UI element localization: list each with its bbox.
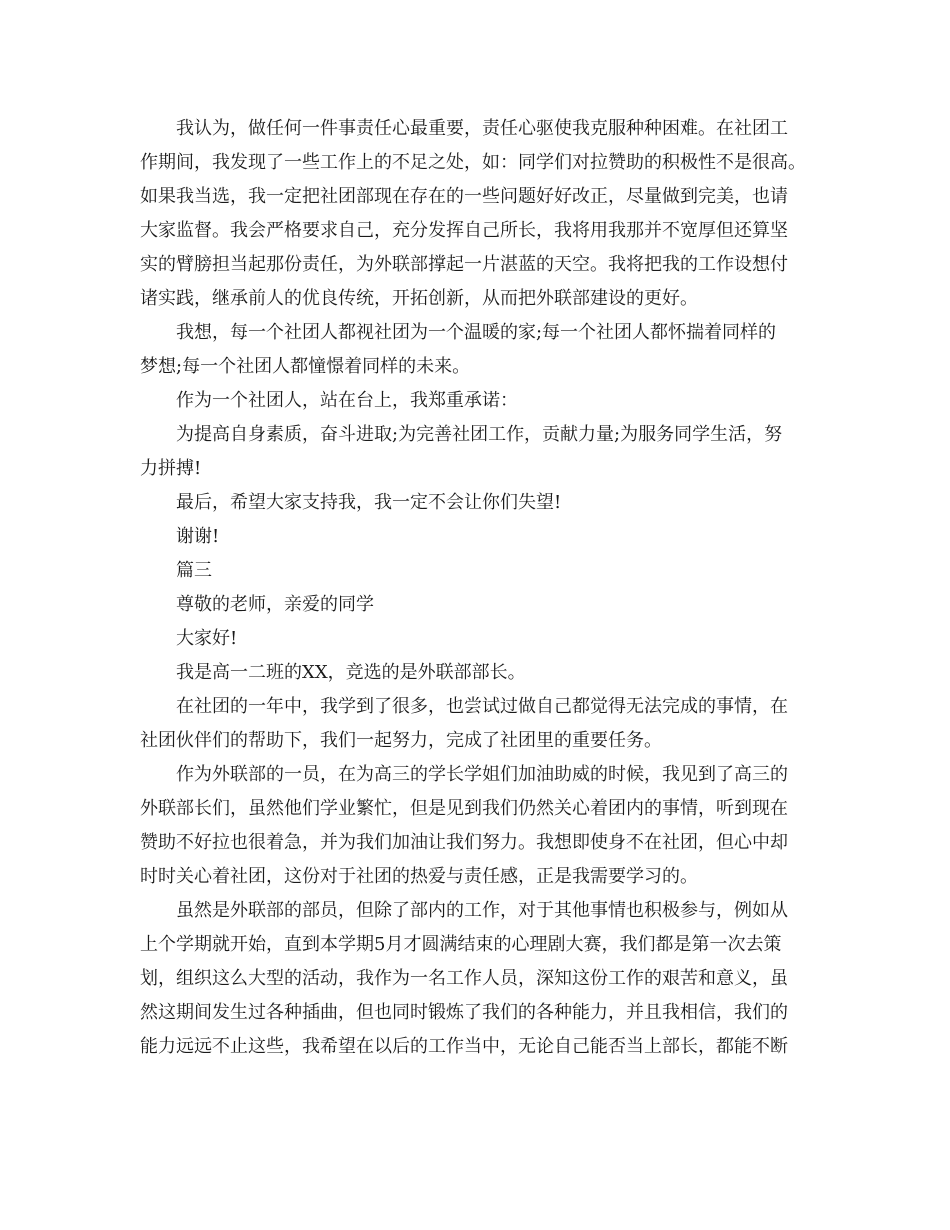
paragraph-senior-members xyxy=(140,758,812,894)
text-line: 作为外联部的一员，在为高三的学长学姐们加油助威的时候，我见到了高三的 xyxy=(176,764,788,785)
text-line: 我想，每一个社团人都视社团为一个温暖的家;每一个社团人都怀揣着同样的 xyxy=(176,322,777,343)
text-line: 大家好! xyxy=(176,628,238,649)
paragraph-greeting xyxy=(140,622,812,656)
text-line: 篇三 xyxy=(176,560,212,581)
text-line: 上个学期就开始，直到本学期5月才圆满结束的心理剧大赛，我们都是第一次去策 xyxy=(140,934,782,955)
text-line: 虽然是外联部的部员，但除了部内的工作，对于其他事情也积极参与，例如从 xyxy=(176,900,788,921)
text-line: 作期间，我发现了一些工作上的不足之处，如：同学们对拉赞助的积极性不是很高。 xyxy=(140,152,806,173)
text-line: 赞助不好拉也很着急，并为我们加油让我们努力。我想即使身不在社团，但心中却 xyxy=(140,832,788,853)
text-line: 然这期间发生过各种插曲，但也同时锻炼了我们的各种能力，并且我相信，我们的 xyxy=(140,1002,788,1023)
text-line: 我是高一二班的XX，竞选的是外联部部长。 xyxy=(176,662,526,683)
text-line: 外联部长们，虽然他们学业繁忙，但是见到我们仍然关心着团内的事情，听到现在 xyxy=(140,798,788,819)
text-line: 我认为，做任何一件事责任心最重要，责任心驱使我克服种种困难。在社团工 xyxy=(176,118,788,139)
paragraph-responsibility xyxy=(140,112,812,316)
paragraph-promise xyxy=(140,384,812,418)
text-line: 社团伙伴们的帮助下，我们一起努力，完成了社团里的重要任务。 xyxy=(140,730,662,751)
text-line: 在社团的一年中，我学到了很多，也尝试过做自己都觉得无法完成的事情，在 xyxy=(176,696,788,717)
paragraph-pledges xyxy=(140,418,812,486)
paragraph-activities xyxy=(140,894,812,1064)
section-heading xyxy=(140,554,812,588)
text-line: 大家监督。我会严格要求自己，充分发挥自己所长，我将用我那并不宽厚但还算坚 xyxy=(140,220,788,241)
text-line: 划，组织这么大型的活动，我作为一名工作人员，深知这份工作的艰苦和意义，虽 xyxy=(140,968,788,989)
paragraph-thanks xyxy=(140,520,812,554)
text-line: 尊敬的老师，亲爱的同学 xyxy=(176,594,374,615)
paragraph-salutation xyxy=(140,588,812,622)
text-line: 梦想;每一个社团人都憧憬着同样的未来。 xyxy=(140,356,471,377)
document-page xyxy=(140,112,812,1064)
text-line: 实的臂膀担当起那份责任，为外联部撑起一片湛蓝的天空。我将把我的工作设想付 xyxy=(140,254,788,275)
paragraph-warm-home xyxy=(140,316,812,384)
text-line: 诸实践，继承前人的优良传统，开拓创新，从而把外联部建设的更好。 xyxy=(140,288,698,309)
text-line: 谢谢! xyxy=(176,526,220,547)
paragraph-closing xyxy=(140,486,812,520)
text-line: 能力远远不止这些，我希望在以后的工作当中，无论自己能否当上部长，都能不断 xyxy=(140,1036,788,1057)
text-line: 为提高自身素质，奋斗进取;为完善社团工作，贡献力量;为服务同学生活，努 xyxy=(176,424,783,445)
text-line: 作为一个社团人，站在台上，我郑重承诺： xyxy=(176,390,518,411)
text-line: 最后，希望大家支持我，我一定不会让你们失望! xyxy=(176,492,562,513)
text-line: 如果我当选，我一定把社团部现在存在的一些问题好好改正，尽量做到完美，也请 xyxy=(140,186,788,207)
text-line: 时时关心着社团，这份对于社团的热爱与责任感，正是我需要学习的。 xyxy=(140,866,698,887)
paragraph-introduction xyxy=(140,656,812,690)
text-line: 力拼搏! xyxy=(140,458,202,479)
paragraph-club-year xyxy=(140,690,812,758)
